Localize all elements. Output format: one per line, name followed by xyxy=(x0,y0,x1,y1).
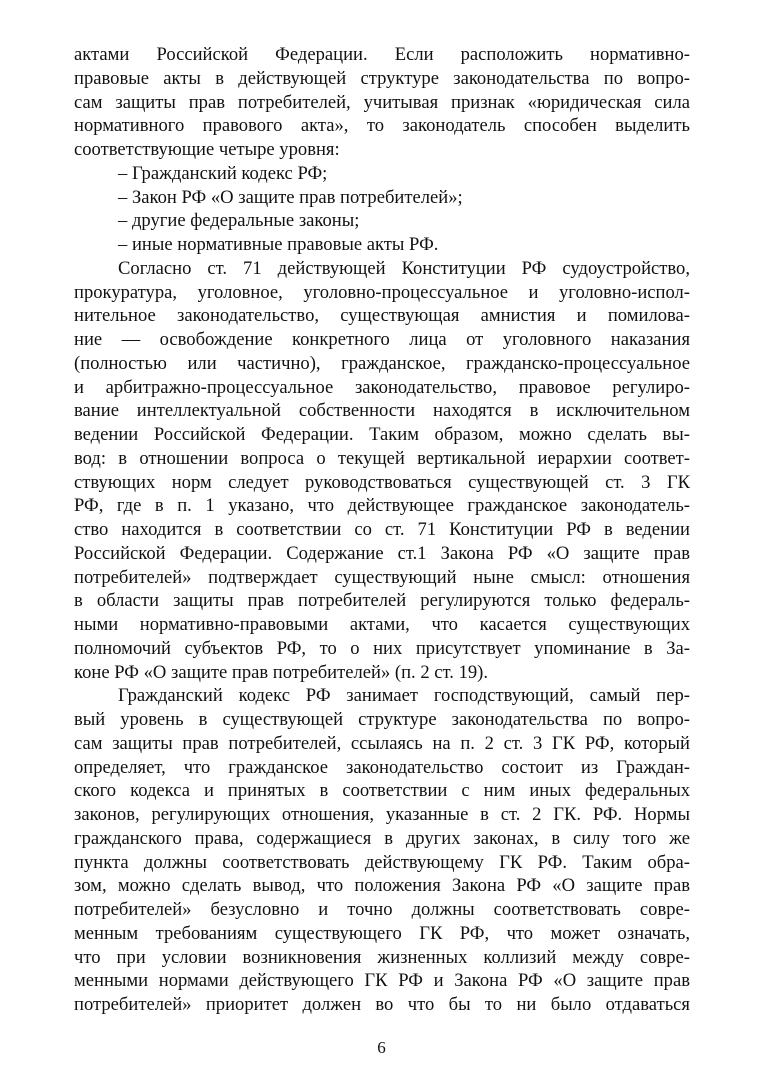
text-line: ведении Российской Федерации. Таким образом, можно сделать вы- xyxy=(74,424,690,445)
text-line: сам защиты прав потребителей, ссылаясь на п. 2 ст. 3 ГК РФ, который xyxy=(74,732,690,754)
text-line: Гражданский кодекс РФ занимает господствующий, самый пер- xyxy=(118,685,690,707)
text-line: зом, можно сделать вывод, что положения Закона РФ «О защите прав xyxy=(74,875,690,897)
text-line: коне РФ «О защите прав потребителей» (п. 2 ст. 19). xyxy=(74,661,489,683)
text-line: определяет, что гражданское законодательство состоит из Граждан- xyxy=(74,756,690,778)
list-item-civil-code xyxy=(74,162,690,186)
text-line: правовые акты в действующей структуре законодательства по вопро- xyxy=(74,67,690,89)
list-item-other-acts xyxy=(74,233,690,257)
text-line: РФ, где в п. 1 указано, что действующее гражданское законодатель- xyxy=(74,495,690,517)
text-line: вый уровень в существующей структуре законодательства по вопро- xyxy=(74,709,690,730)
page-body xyxy=(74,43,690,1017)
list-item-federal-laws xyxy=(74,209,690,233)
text-line: (полностью или частично), гражданское, гражданско-процессуальное xyxy=(74,352,690,374)
text-line: – Гражданский кодекс РФ; xyxy=(118,162,328,184)
text-line: нительное законодательство, существующая амнистия и помилова- xyxy=(74,305,690,327)
text-line: ского кодекса и принятых в соответствии с ним иных федеральных xyxy=(74,780,690,802)
text-line: потребителей» подтверждает существующий ныне смысл: отношения xyxy=(74,566,690,588)
list-item-consumer-law xyxy=(74,186,690,210)
text-line: Согласно ст. 71 действующей Конституции РФ судоустройство, xyxy=(118,257,690,279)
text-line: – другие федеральные законы; xyxy=(118,210,360,232)
text-line: нормативного правового акта», то законодатель способен выделить xyxy=(74,115,690,137)
text-line: потребителей» безусловно и точно должны соответствовать совре- xyxy=(74,899,690,920)
paragraph-intro xyxy=(74,43,690,162)
text-line: и арбитражно-процессуальное законодательство, правовое регулиро- xyxy=(74,376,690,398)
text-line: Российской Федерации. Содержание ст.1 Закона РФ «О защите прав xyxy=(74,542,690,564)
text-line: менными нормами действующего ГК РФ и Закона РФ «О защите прав xyxy=(74,970,690,992)
text-line: пункта должны соответствовать действующему ГК РФ. Таким обра- xyxy=(74,851,690,873)
page-number: 6 xyxy=(377,1038,386,1057)
text-line: ство находится в соответствии со ст. 71 Конституции РФ в ведении xyxy=(74,519,690,540)
text-line: прокуратура, уголовное, уголовно-процессуальное и уголовно-испол- xyxy=(74,281,690,303)
text-line: менным требованиям существующего ГК РФ, что может означать, xyxy=(74,922,690,944)
paragraph-constitution xyxy=(74,257,690,685)
text-line: соответствующие четыре уровня: xyxy=(74,139,340,160)
text-line: гражданского права, содержащиеся в других законах, в силу того же xyxy=(74,827,690,849)
text-line: законов, регулирующих отношения, указанные в ст. 2 ГК. РФ. Нормы xyxy=(74,804,690,825)
text-line: ние — освобождение конкретного лица от уголовного наказания xyxy=(74,329,690,350)
text-line: в области защиты прав потребителей регулируются только федераль- xyxy=(74,590,690,612)
text-line: потребителей» приоритет должен во что бы то ни было отдаваться xyxy=(74,994,690,1015)
text-line: – иные нормативные правовые акты РФ. xyxy=(118,234,439,255)
text-line: ными нормативно-правовыми актами, что касается существующих xyxy=(74,614,690,635)
text-line: – Закон РФ «О защите прав потребителей»; xyxy=(118,186,463,208)
text-line: вание интеллектуальной собственности находятся в исключительном xyxy=(74,400,690,422)
text-line: ствующих норм следует руководствоваться существующей ст. 3 ГК xyxy=(74,471,690,493)
text-line: актами Российской Федерации. Если расположить нормативно- xyxy=(74,44,690,65)
text-line: что при условии возникновения жизненных коллизий между совре- xyxy=(74,946,690,968)
text-line: полномочий субъектов РФ, то о них присутствует упоминание в За- xyxy=(74,637,690,659)
text-line: сам защиты прав потребителей, учитывая признак «юридическая сила xyxy=(74,91,690,113)
text-line: вод: в отношении вопроса о текущей вертикальной иерархии соответ- xyxy=(74,447,690,469)
paragraph-civil-code xyxy=(74,684,690,1017)
